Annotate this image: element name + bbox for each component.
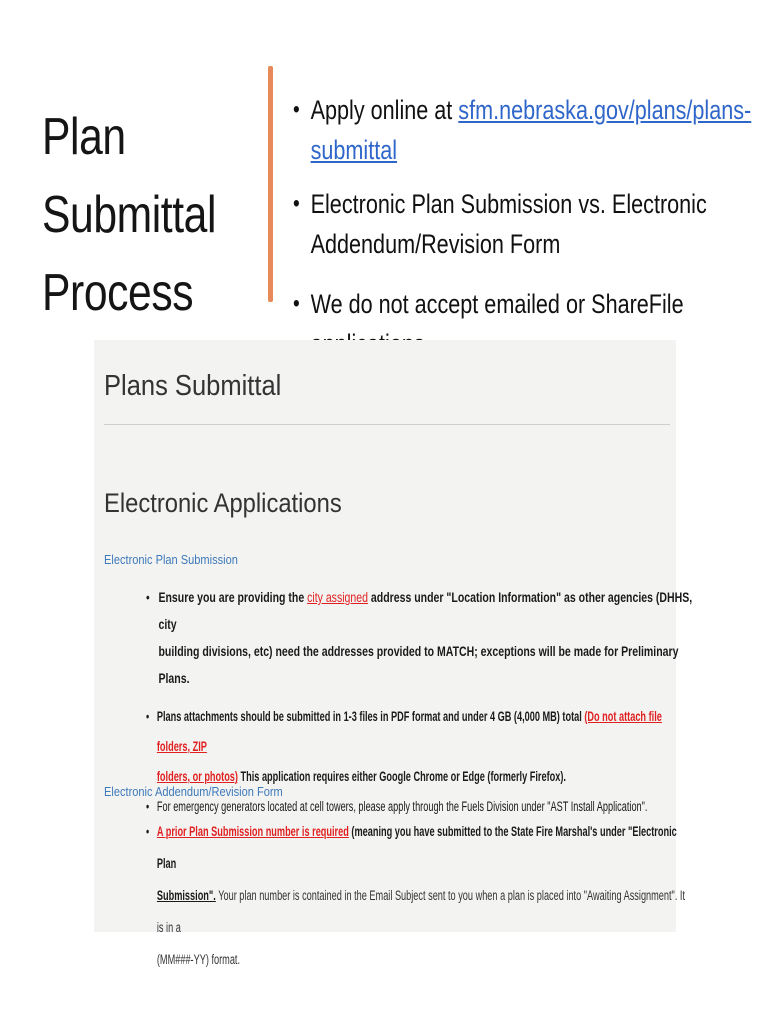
city-assigned-link[interactable]: city assigned (307, 590, 368, 605)
website-screenshot (94, 340, 693, 967)
list-item: • Ensure you are providing the city assigned address under "Location Information" as other agencies (DHHS, city building divisions, etc) need the addresses provided to MATCH; exceptions will be made for Preliminary Plans. (146, 584, 704, 692)
bullet-electronic-line2: Addendum/Revision Form (310, 229, 561, 259)
slide-title-line1: Plan Submittal (42, 108, 217, 244)
electronic-plan-submission-link[interactable]: Electronic Plan Submission (104, 552, 238, 567)
slide-title (42, 98, 227, 332)
electronic-addendum-link[interactable]: Electronic Addendum/Revision Form (104, 784, 283, 799)
section-heading: Electronic Applications (104, 488, 342, 518)
addendum-list (146, 816, 706, 976)
plans-submittal-link[interactable]: sfm.nebraska.gov/plans/plans-submittal (310, 95, 752, 165)
slide-title-line2: Process (42, 264, 194, 322)
plan-submission-list (146, 584, 706, 818)
title-divider (104, 424, 670, 425)
list-item: • A prior Plan Submission number is required (meaning you have submitted to the State Fire Marshal's under "Electronic Plan Submission". Your plan number is contained in the Email Subject sent to you when a plan is placed into "Awaiting Assignment". It is in a (MM###-YY) format. (146, 816, 694, 976)
slide-bullet-list (293, 90, 763, 364)
bullet-no-email: • We do not accept emailed or ShareFile (293, 284, 759, 364)
bullet-electronic-plan (293, 184, 759, 264)
list-item: • For emergency generators located at cell towers, please apply through the Fuels Division under "AST Install Application". (146, 796, 694, 818)
list-item: • Plans attachments should be submitted in 1-3 files in PDF format and under 4 GB (4,000 MB) total (Do not attach file folders, ZIP folders, or photos) This application requires either Google Chrome or Edge (formerly Firefox). (146, 702, 694, 792)
accent-divider (268, 66, 273, 302)
bullet-electronic-line1: • Electronic Plan Submission vs. Electronic (310, 189, 707, 219)
bullet-apply-text: Apply online at (310, 95, 459, 125)
bullet-apply-online (293, 90, 759, 170)
page-title: Plans Submittal (104, 370, 282, 402)
